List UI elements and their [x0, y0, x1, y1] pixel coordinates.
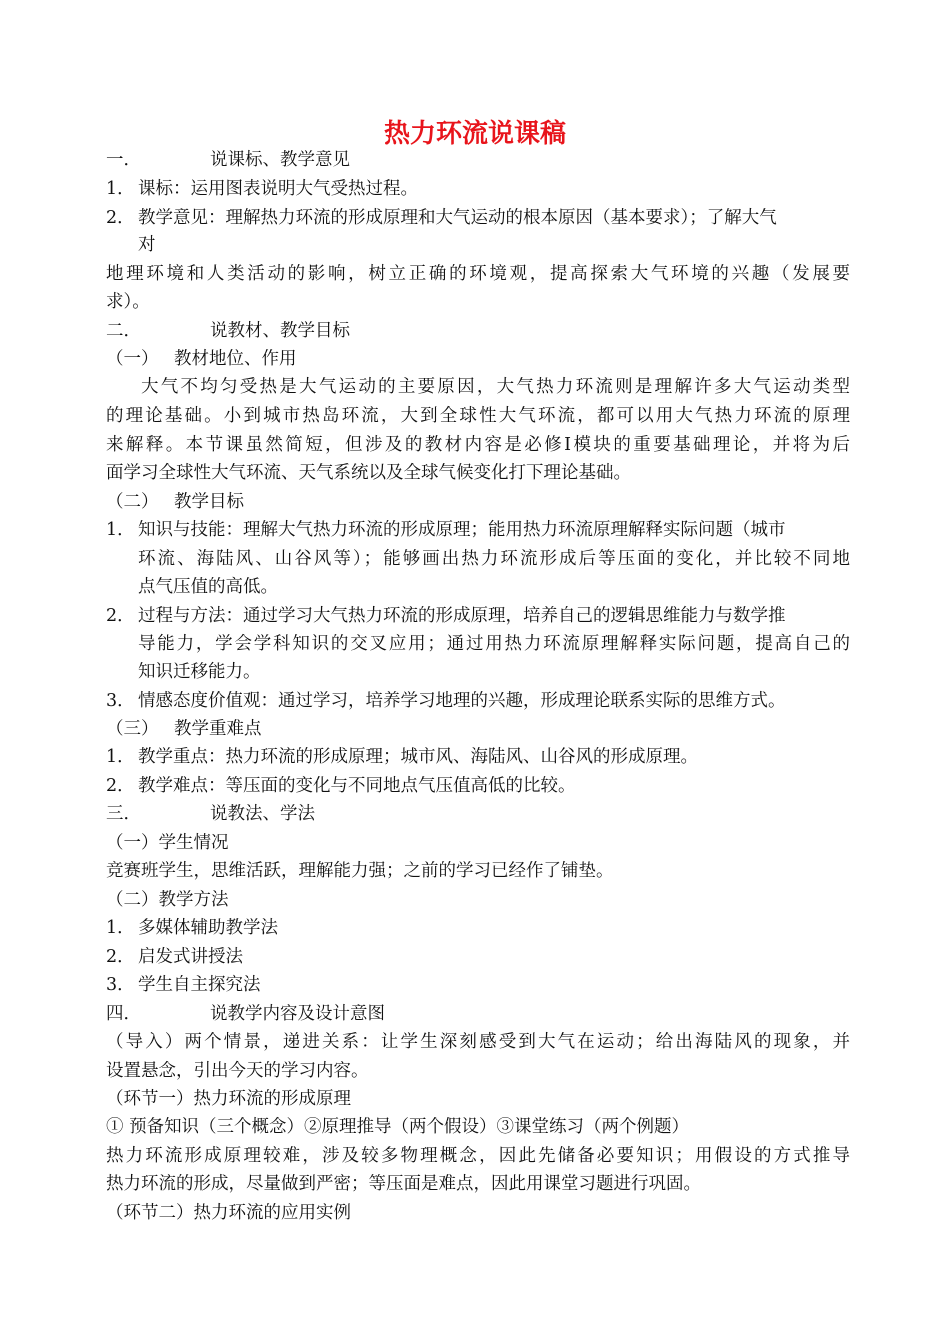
subsection-heading: （三） 教学重难点: [106, 719, 262, 739]
section-number: 一．: [106, 150, 141, 170]
list-item-continuation: 知识迁移能力。: [138, 662, 261, 682]
paragraph-line: 来解释。本节课虽然简短，但涉及的教材内容是必修Ⅰ模块的重要基础理论，并将为后: [106, 435, 850, 455]
document-title: 热力环流说课稿: [383, 119, 566, 149]
paragraph-line: 大气不均匀受热是大气运动的主要原因，大气热力环流则是理解许多大气运动类型: [141, 377, 850, 397]
list-item: 1． 知识与技能：理解大气热力环流的形成原理；能用热力环流原理解释实际问题（城市: [106, 520, 786, 540]
section-4-heading: 四． 说教学内容及设计意图: [106, 1004, 385, 1024]
list-item-continuation: 点气压值的高低。: [138, 577, 278, 597]
list-item-continuation: 环流、海陆风、山谷风等）；能够画出热力环流形成后等压面的变化，并比较不同地: [138, 549, 850, 569]
list-item-continuation: 对: [138, 235, 156, 255]
paragraph-line: 热力环流形成原理较难，涉及较多物理概念，因此先储备必要知识；用假设的方式推导: [106, 1146, 850, 1166]
paragraph-line: 热力环流的形成，尽量做到严密；等压面是难点，因此用课堂习题进行巩固。: [106, 1174, 701, 1194]
paragraph-line: 的理论基础。小到城市热岛环流，大到全球性大气环流，都可以用大气热力环流的原理: [106, 406, 850, 426]
paragraph-line: （导入）两个情景，递进关系：让学生深刻感受到大气在运动；给出海陆风的现象，并: [106, 1032, 850, 1052]
section-2-heading: 二． 说教材、教学目标: [106, 321, 350, 341]
subsection-heading: （环节二）热力环流的应用实例: [106, 1203, 351, 1223]
list-item: 1． 课标：运用图表说明大气受热过程。: [106, 179, 418, 199]
subsection-heading: （一）学生情况: [106, 833, 229, 853]
list-item: 1． 教学重点：热力环流的形成原理；城市风、海陆风、山谷风的形成原理。: [106, 747, 698, 767]
paragraph-line: 求）。: [106, 292, 150, 312]
list-item: 2． 过程与方法：通过学习大气热力环流的形成原理，培养自己的逻辑思维能力与数学推: [106, 606, 786, 626]
paragraph-line: 设置悬念，引出今天的学习内容。: [106, 1061, 369, 1081]
list-item: 2． 教学难点：等压面的变化与不同地点气压值高低的比较。: [106, 776, 576, 796]
section-3-heading: 三． 说教法、学法: [106, 804, 315, 824]
section-title: 说课标、教学意见: [210, 150, 350, 170]
list-item: 3． 学生自主探究法: [106, 975, 261, 995]
list-item: 2． 教学意见：理解热力环流的形成原理和大气运动的根本原因（基本要求）；了解大气: [106, 208, 777, 228]
list-item: 2． 启发式讲授法: [106, 947, 243, 967]
paragraph-line: ① 预备知识（三个概念）②原理推导（两个假设）③课堂练习（两个例题）: [106, 1117, 690, 1137]
subsection-heading: （二） 教学目标: [106, 492, 244, 512]
list-item: 3． 情感态度价值观：通过学习，培养学习地理的兴趣，形成理论联系实际的思维方式。: [106, 691, 786, 711]
section-1-heading: [106, 148, 850, 172]
list-item-continuation: 导能力，学会学科知识的交叉应用；通过用热力环流原理解释实际问题，提高自己的: [138, 634, 850, 654]
paragraph-line: 地理环境和人类活动的影响，树立正确的环境观，提高探索大气环境的兴趣（发展要: [106, 264, 850, 284]
paragraph-line: 面学习全球性大气环流、天气系统以及全球气候变化打下理论基础。: [106, 463, 631, 483]
list-item: 1． 多媒体辅助教学法: [106, 918, 278, 938]
subsection-heading: （环节一）热力环流的形成原理: [106, 1089, 351, 1109]
subsection-heading: （二）教学方法: [106, 890, 229, 910]
paragraph-line: 竞赛班学生，思维活跃，理解能力强；之前的学习已经作了铺垫。: [106, 861, 614, 881]
subsection-heading: （一） 教材地位、作用: [106, 349, 297, 369]
